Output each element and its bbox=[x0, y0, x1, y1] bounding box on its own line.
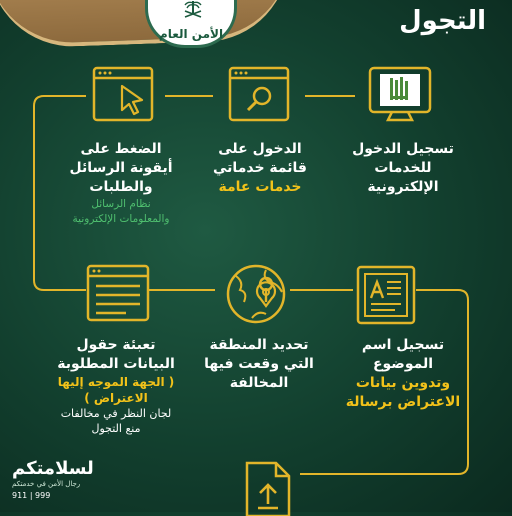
step4-highlight2: الاعتراض برسالة bbox=[345, 394, 461, 410]
step1-line2: للخدمات bbox=[374, 160, 432, 176]
emergency-numbers: 911 | 999 bbox=[12, 491, 51, 500]
globe-location-icon bbox=[222, 262, 290, 326]
step2-highlight: خدمات عامة bbox=[218, 179, 302, 195]
form-window-icon bbox=[86, 264, 150, 322]
step-subject-details bbox=[340, 336, 466, 412]
upload-file-icon bbox=[244, 460, 292, 516]
step3-line3: والطلبات bbox=[89, 179, 153, 195]
step-my-services bbox=[200, 140, 320, 197]
step5-line1: تحديد المنطقة bbox=[209, 337, 309, 353]
step-fill-fields bbox=[46, 336, 186, 436]
step6-line1: تعبئة حقول bbox=[76, 337, 156, 353]
brand-block bbox=[12, 458, 94, 500]
step3-note1: نظام الرسائل bbox=[91, 198, 151, 210]
tawakkalna-app-icon bbox=[368, 66, 432, 124]
document-a-icon bbox=[355, 264, 417, 326]
step5-line3: المخالفة bbox=[229, 375, 289, 391]
step6-line2: البيانات المطلوبة bbox=[57, 356, 175, 372]
palm-swords-icon bbox=[182, 0, 204, 19]
step5-line2: التي وقعت فيها bbox=[204, 356, 314, 372]
cursor-window-icon bbox=[92, 66, 154, 122]
step4-line1: تسجيل اسم bbox=[361, 337, 445, 353]
brand-title: لسلامتكم bbox=[12, 458, 94, 479]
step6-note2: منع التجول bbox=[91, 422, 141, 435]
brand-subtitle: رجال الأمن في خدمتكم bbox=[12, 480, 81, 488]
step2-line2: قائمة خدماتي bbox=[213, 160, 307, 176]
public-security-emblem bbox=[145, 0, 237, 48]
step-messages-icon bbox=[58, 140, 184, 227]
step3-note2: والمعلومات الإلكترونية bbox=[72, 213, 170, 225]
emblem-label: الأمن العام bbox=[158, 27, 224, 41]
step6-highlight2: الاعتراض ) bbox=[84, 391, 148, 405]
step6-highlight1: ( الجهة الموجه إليها bbox=[57, 375, 175, 389]
step4-highlight1: وتدوين بيانات bbox=[355, 375, 451, 391]
step-register-login bbox=[340, 140, 466, 197]
page-title: التجول bbox=[399, 6, 486, 36]
step2-line1: الدخول على bbox=[218, 141, 302, 157]
step1-line3: الإلكترونية bbox=[367, 179, 439, 195]
step1-line1: تسجيل الدخول bbox=[352, 141, 454, 157]
step6-note1: لجان النظر في مخالفات bbox=[60, 407, 172, 420]
step3-line1: الضغط على bbox=[80, 141, 162, 157]
step-select-region bbox=[196, 336, 322, 393]
search-window-icon bbox=[228, 66, 290, 122]
step4-line2: الموضوع bbox=[372, 356, 434, 372]
step3-line2: أيقونة الرسائل bbox=[69, 160, 173, 176]
